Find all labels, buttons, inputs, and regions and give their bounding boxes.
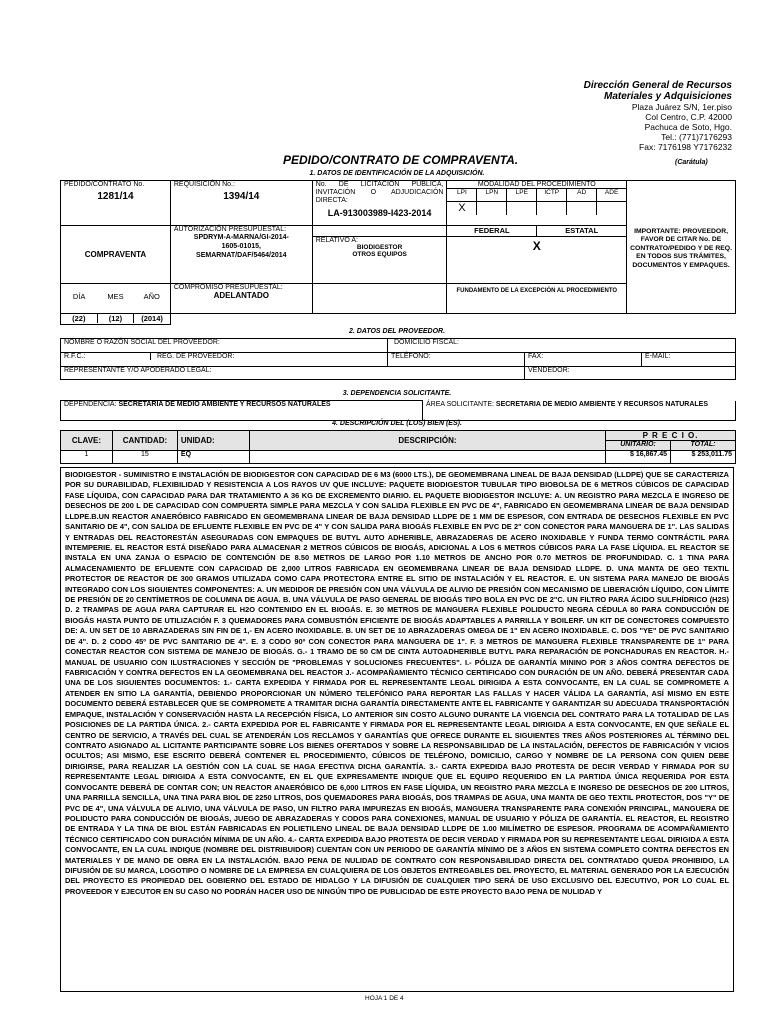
modalidad-lpn: LPN bbox=[477, 189, 507, 201]
table-row bbox=[61, 451, 736, 464]
nombre-label: NOMBRE O RAZÓN SOCIAL DEL PROVEEDOR: bbox=[61, 339, 388, 353]
row-unidad: EQ bbox=[177, 451, 249, 464]
fecha-values bbox=[61, 314, 171, 325]
dependencia-label: DEPENDENCIA: bbox=[64, 401, 117, 408]
row-clave: 1 bbox=[61, 451, 113, 464]
section-2-table bbox=[60, 338, 736, 380]
compromiso-value: ADELANTADO bbox=[213, 291, 269, 300]
item-description: BIODIGESTOR - SUMINISTRO E INSTALACIÓN DE BIODIGESTOR CON CAPACIDAD DE 6 M3 (6000 LTS.), DE GEOMEMBRANA LINEAL DE BAJA DENSIDAD (LLDPE) QUE SE CARACTERIZA POR SU DURABILIDAD, FLEXIBILIDAD Y RESISTENCIA A LOS RAYOS UV QUE INCLUYE: PAQUETE BIODIGESTOR TUBULAR TIPO BIOBOLSA DE 6 METROS CÚBICOS DE CAPACIDAD FASE LÍQUIDA, CON CAPACIDAD PARA DAR TRATAMIENTO A 36 KG DE EXCREMENTO DIARIO. EL PAQUETE BIODIGESTOR INCLUYE: A. UN REGISTRO PARA MEZCLA E INGRESO DE DESECHOS DE 200 L DE CAPACIDAD CON COMPUERTA SIMPLE PARA MEZCLA Y CON SALIDA FLEXIBLE EN PVC DE 4", FABRICADO EN GEOMEMBRANA LINEAR DE BAJA DENSIDAD LLDPE.B.UN REACTOR ANAERÓBICO FABRICADO EN GEOMEMBRANA LINEAR DE BAJA DENSIDAD LLDPE DE 1 MM DE ESPESOR, CON ENTRADA DE DESECHOS FLEXIBLE EN PVC SANITARIO DE 4", CON SALIDA DE EFLUENTE FLEXIBLE EN PVC DE 4" Y CON SALIDA PARA BIOGÁS FLEXIBLE EN PVC DE 2" CON CONECTOR PARA MANGUERA DE 1". LAS SALIDAS Y ENTRADAS DEL REACTORESTÁN ASEGURADAS CON EMPAQUES DE BUTYL AUTO ADHERIBLE, ABRAZADERAS DE ACERO INOXIDABLE Y FUNDA TERMO CONTRÁCTIL PARA INTEMPERIE. EL REACTOR ESTÁ DISEÑADO PARA ALMACENAR 2 METROS CÚBICOS DE BIOGÁS, ADICIONAL A LOS 6 METROS CÚBICOS PARA LA FASE LÍQUIDA. EL REACTOR SE INSTALA EN UNA ZANJA O ESPACIO DE CONTENCIÓN DE 8.50 METROS DE LARGO POR 1.10 METROS DE ANCHO POR 0.70 METROS DE PROFUNDIDAD. C. 1 TINA PARA ALMACENAMIENTO DE EFLUENTE CON CAPACIDAD DE 2,000 LITROS FABRICADA EN GEOMEMBRANA LINEAR DE BAJA DENSIDAD LLDPE. D. UNA MANTA DE GEO TEXTIL PROTECTOR DE REACTOR DE 300 GRAMOS UTILIZADA COMO CAPA PROTECTORA ENTRE EL SITIO DE INSTALACIÓN Y EL REACTOR. E. UN SISTEMA PARA MANEJO DE BIOGÁS INTEGRADO CON LOS SIGUIENTES COMPONENTES: A. UN MEDIDOR DE PRESIÓN CON UNA VÁLVULA DE ALIVIO DE PRESIÓN CON MECANISMO DE LIBERACIÓN LÍQUIDO, CON LÍMITE DE PRESIÓN DE 20 CENTÍMETROS DE COLUMNA DE AGUA. B. UNA VÁLVULA DE PASO GENERAL DE BIOGÁS TIPO BOLA EN PVC DE 2"C. UN FILTRO PARA ÁCIDO SULFHÍDRICO (H2S) D. 2 TRAMPAS DE AGUA PARA CAPTURAR EL H2O CONTENIDO EN EL BIOGÁS. E. 30 METROS DE MANGUERA FLEXIBLE POLIDUCTO NEGRA CÉDULA 80 PARA CONDUCCIÓN DE BIOGÁS HASTA PUNTO DE UTILIZACIÓN F. 3 QUEMADORES PARA COMBUSTIÓN EFICIENTE DE BIOGÁS ADAPTABLES A PARRILLA Y BOILERF. UN KIT DE CONECTORES COMPUESTO DE: A. UN SET DE 10 ABRAZADERAS SIN FIN DE 1,- EN ACERO INOXIDABLE. B. UN SET DE 10 ABRAZADERAS OMEGA DE 1" EN ACERO INOXIDABLE. C. DOS "YE" DE PVC SANITARIO DE 4". D. 2 CODO 45º DE PVC SANITARIO DE 4". E. 3 CODO 90º CON CONECTOR PARA MANGUERA DE 1". F. 3 METROS DE MANGUERA FLEXIBLE TRANSPARENTE DE 1" PARA CONECTAR REACTOR CON SISTEMA DE MANEJO DE BIOGÁS. G.- 1 TRAMO DE 50 CM DE CINTA AUTOADHERIBLE BUTYL PARA REPARACIÓN DE PONCHADURAS EN REACTOR. H.- MANUAL DE USUARIO CON ILUSTRACIONES Y SECCIÓN DE "PROBLEMAS Y SOLUCIONES FRECUENTES". I.- PÓLIZA DE GARANTÍA MININO POR 3 AÑOS CONTRA DEFECTOS DE FABRICACIÓN Y CONTRA DEFECTOS EN LA GEOMEMBRANA DEL REACTOR J.- ACOMPAÑAMIENTO TÉCNICO CERTIFICADO CON DURACIÓN DE UN AÑO. DEBERÁ PRESENTAR CADA UNA DE LOS SIGUIENTES DOCUMENTOS: 1.- CARTA EXPEDIDA Y FIRMADA POR EL REPRESENTANTE LEGAL DIRIGIDA A ESTA CONVOCANTE, EN LA CUAL SE COMPROMETE A ATENDER EN SITIO LA GARANTÍA, DEBIENDO PROPORCIONAR UN NÚMERO TELEFÓNICO PARA REPORTAR LAS FALLAS Y HACER VÁLIDA LA GARANTÍA, ASÍ MISMO EN ESTE DOCUMENTO DEBERÁ ESTABLECER QUE SE COMPROMETE A TRAMITAR DICHA GARANTÍA DIRECTAMENTE ANTE EL FABRICANTE Y GARANTIZAR SU ADECUADA TRANSPORTACIÓN EMPAQUE, INSTALACIÓN Y CONSERVACIÓN HASTA LA RECEPCIÓN FÍSICA, LO ANTERIOR SIN COSTO ALGUNO DURANTE LA VIGENCIA DEL CONTRATO PARA LA TOTALIDAD DE LAS POSICIONES DE LA PARTIDA ÚNICA. 2.- CARTA EXPEDIDA POR EL FABRICANTE Y FIRMADA POR EL REPRESENTANTE LEGAL DIRIGIDA A ESTA CONVOCANTE, EN QUE SEÑALE EL CENTRO DE SERVICIO, A TRAVÉS DEL CUAL SE ATENDERÁN LOS RECLAMOS Y GARANTÍAS QUE OFRECE DURANTE EL SIGUIENTES TRES AÑOS POSTERIORES AL TÉRMINO DEL CONTRATO ASIGNADO AL LICITANTE PARTICIPANTE SOBRE LOS BIENES OFERTADOS Y SOBRE LA RESPONSABILIDAD DE LA INSTALACIÓN, DEFECTOS DE FABRICACIÓN Y VICIOS OCULTOS; ASI MISMO, ESE ESCRITO DEBERÁ CONTENER EL PROCEDIMIENTO, CÚBICOS DE TELÉFONO, DOMICILIO, CARGO Y NOMBRE DE LA PERSONA CON QUIEN DEBE DIRIGIRSE, PARA REALIZAR LA GESTIÓN CON LA CUAL SE HAGA EFECTIVA DICHA GARANTÍA. 3.- CARTA EXPEDIDA BAJO PROTESTA DE DECIR VERDAD Y FIRMADA POR SU REPRESENTANTE LEGAL DIRIGIDA A ESTA CONVOCANTE, EN EL QUE EXPRESAMENTE INDIQUE QUE EL EQUIPO REQUERIDO EN LA PARTIDA ÚNICA REQUERIDA POR ESTA CONVOCANTE DEBERÁ DE CONTAR CON; UN REACTOR ANAERÓBICO DE 6,000 LITROS EN FASE LÍQUIDA, UN REGISTRO PARA MEZCLA E INGRESO DE DESECHOS DE 200 LITROS, UNA PARRILLA SENCILLA, UNA TINA PARA BIOL DE 2250 LITROS, DOS QUEMADORES PARA BIOGÁS, DOS TRAMPAS DE AGUA, UNA MANTA DE GEO TEXTIL PROTECTOR, DOS "Y" DE PVC DE 4", UNA VÁLVULA DE ALIVIO, UNA VÁLVULA DE PASO, UN FILTRO PARA IMPUREZAS EN BIOGÁS, MANGUERA TRANSPARENTE PARA CONEXIÓN PRINCIPAL, MANGUERA DE POLIDUCTO PARA CONDUCCIÓN DE BIOGÁS, JUEGO DE ABRAZADERAS Y CODOS PARA CONEXIONES, MANUAL DE USUARIO Y PÓLIZA DE GARANTÍA. EL REACTOR, EL REGISTRO DE ENTRADA Y LA TINA DE BIOL ESTÁN FABRICADAS EN POLIETILENO LINEAL DE BAJA DENSIDAD LLDPE DE 1.00 MILÍMETRO DE ESPESOR. PROGRAMA DE ACOMPAÑAMIENTO TÉCNICO CERTIFICADO CON DURACIÓN MÍNIMA DE UN AÑO. 4.- CARTA EXPEDIDA BAJO PROTESTA DE DECIR VERDAD Y FIRMADA POR SU REPRESENTANTE LEGAL DIRIGIDA A ESTA CONVOCANTE, EN LA CUAL INDIQUE (NOMBRE DEL DISTRIBUIDOR) CUENTAN CON UN PERIODO DE GARANTÍA MÍNIMO DE 3 AÑOS EN SISTEMA COMPLETO CONTRA DEFECTOS EN MATERIALES Y DE MANO DE OBRA EN LA INSTALACIÓN. BAJO PENA DE NULIDAD DE CONTRATO CON RESPONSABILIDAD DIRECTA DEL CONTRATADO QUEDA PROHIBIDO, LA DIFUSIÓN DE SU MARCA, LOGOTIPO O NOMBRE DE LA EMPRESA EN CUALQUIERA DE LOS OBJETOS ENTREGABLES DEL PROYECTO, EL MATERIAL GENERADO POR LA EJECUCIÓN DEL PROYECTO ES PROPIEDAD DEL GOBIERNO DEL ESTADO DE HIDALGO Y LA DIFUSIÓN DE CUALQUIER TIPO SERÁ DE USO EXCLUSIVO DEL EJECUTIVO, POR LO CUAL EL PROVEEDOR Y EJECUTOR EN SU CASO NO PODRÁN HACER USO DE NINGÚN TIPO DE PUBLICIDAD DE ESTE PROYECTO BAJO PENA DE NULIDAD Y bbox=[60, 467, 734, 992]
precio-header: P R E C I O. bbox=[606, 431, 736, 441]
licitacion-cell bbox=[312, 181, 447, 226]
compromiso-label: COMPROMISO PRESUPUESTAL: bbox=[173, 284, 283, 291]
area-cell bbox=[423, 401, 736, 421]
estatal-label: ESTATAL bbox=[565, 226, 599, 235]
section-3-table bbox=[60, 400, 736, 421]
dia-label: DÍA bbox=[72, 292, 86, 301]
address-line3: Pachuca de Soto, Hgo. bbox=[644, 122, 732, 132]
mes-value: (12) bbox=[98, 314, 135, 323]
relativo-value-1: BIODIGESTOR bbox=[356, 244, 403, 251]
document-title: PEDIDO/CONTRATO DE COMPRAVENTA. bbox=[283, 153, 519, 167]
domicilio-label: DOMICILIO FISCAL: bbox=[388, 339, 736, 353]
modalidad-marks bbox=[447, 202, 626, 215]
clave-header: CLAVE: bbox=[61, 431, 113, 451]
issuer-header bbox=[584, 80, 732, 152]
licitacion-number: LA-913003989-I423-2014 bbox=[327, 208, 432, 218]
pedido-cell bbox=[61, 181, 171, 226]
pedido-label: PEDIDO/CONTRATO No. bbox=[64, 181, 145, 188]
estatal-mark: X bbox=[532, 239, 541, 253]
modalidad-lpi: LPI bbox=[447, 189, 477, 201]
section-2-heading: 2. DATOS DEL PROVEEDOR. bbox=[348, 328, 446, 335]
representante-label: REPRESENTANTE Y/O APODERADO LEGAL: bbox=[61, 367, 525, 380]
telefono-label: TELÉFONO: bbox=[388, 353, 525, 367]
modalidad-columns bbox=[447, 189, 626, 202]
federal-label: FEDERAL bbox=[447, 226, 537, 236]
section-1-heading: 1. DATOS DE IDENTIFICACIÓN DE LA ADQUISICIÓN. bbox=[309, 170, 485, 177]
cantidad-header: CANTIDAD: bbox=[112, 431, 177, 451]
dependencia-value: SECRETARIA DE MEDIO AMBIENTE Y RECURSOS NATURALES bbox=[118, 401, 331, 408]
modalidad-lpe: LPE bbox=[507, 189, 537, 201]
modalidad-ade: ADE bbox=[604, 189, 619, 196]
email-label: E-MAIL: bbox=[642, 353, 736, 367]
fecha-cell bbox=[61, 284, 171, 314]
modalidad-label: MODALIDAD DEL PROCEDIMIENTO bbox=[447, 181, 626, 189]
org-name-line2: Materiales y Adquisiciones bbox=[603, 91, 732, 102]
row-cantidad: 15 bbox=[112, 451, 177, 464]
row-unitario: $ 16,867.45 bbox=[606, 451, 671, 464]
mes-label: MES bbox=[107, 292, 124, 301]
compromiso-cell bbox=[170, 284, 312, 314]
importante-note: IMPORTANTE: PROVEEDOR, FAVOR DE CITAR No. DE CONTRATO/PEDIDO Y DE REQ. EN TODOS SUS TRÁMITES, DOCUMENTOS Y EMPAQUES. bbox=[627, 181, 736, 314]
rfc-label: R.F.C.: bbox=[61, 353, 151, 360]
tipo-cell: COMPRAVENTA bbox=[61, 226, 171, 284]
relativo-cell bbox=[312, 226, 447, 284]
federal-estatal-cell bbox=[447, 226, 627, 284]
anio-label: AÑO bbox=[143, 292, 160, 301]
reg-proveedor-label: REG. DE PROVEEDOR: bbox=[157, 353, 235, 360]
section-4-heading: 4. DESCRIPCIÓN DEL (LOS) BIEN (ES). bbox=[332, 420, 462, 427]
autorizacion-value-1: SPDRYM-A-MARNA/GI-2014- bbox=[193, 234, 289, 241]
requisicion-number: 1394/14 bbox=[223, 191, 260, 202]
autorizacion-label: AUTORIZACIÓN PRESUPUESTAL: bbox=[173, 226, 287, 233]
phone: Tel.: (771)7176293 bbox=[661, 132, 732, 142]
unitario-header: UNITARIO: bbox=[606, 441, 671, 451]
requisicion-cell bbox=[170, 181, 312, 226]
row-total: $ 253,011.75 bbox=[671, 451, 736, 464]
total-header: TOTAL: bbox=[671, 441, 736, 451]
descripcion-header: DESCRIPCIÓN: bbox=[249, 431, 605, 451]
modalidad-cell bbox=[447, 181, 627, 226]
modalidad-lpi-mark: X bbox=[447, 202, 477, 215]
fax: Fax: 7176198 Y7176232 bbox=[639, 142, 732, 152]
section-3-heading: 3. DEPENDENCIA SOLICITANTE. bbox=[342, 390, 452, 397]
autorizacion-value-2: 1605-01015, bbox=[221, 243, 261, 250]
dia-value: (22) bbox=[61, 314, 98, 323]
autorizacion-cell bbox=[170, 226, 312, 284]
dependencia-cell bbox=[61, 401, 423, 421]
vendedor-label: VENDEDOR: bbox=[525, 367, 736, 380]
pedido-number: 1281/14 bbox=[97, 191, 134, 202]
area-label: ÁREA SOLICITANTE: bbox=[426, 400, 494, 408]
autorizacion-value-3: SEMARNAT/DAF/5464/2014 bbox=[196, 252, 287, 259]
area-value: SECRETARIA DE MEDIO AMBIENTE Y RECURSOS NATURALES bbox=[495, 400, 708, 408]
org-name-line1: Dirección General de Recursos bbox=[583, 80, 732, 91]
caratula-label: (Carátula) bbox=[675, 159, 708, 166]
items-table bbox=[60, 430, 736, 464]
fax-label: FAX: bbox=[525, 353, 642, 367]
requisicion-label: REQUISICIÓN No.: bbox=[173, 181, 235, 188]
fundamento-label: FUNDAMENTO DE LA EXCEPCIÓN AL PROCEDIMIENTO bbox=[447, 284, 627, 314]
page-number: HOJA 1 DE 4 bbox=[365, 995, 404, 1002]
anio-value: (2014) bbox=[141, 314, 163, 323]
licitacion-label: No. DE LICITACIÓN PÚBLICA, INVITACIÓN O ADJUDICACIÓN DIRECTA: bbox=[315, 181, 444, 204]
modalidad-ad: AD bbox=[567, 189, 597, 201]
section-1-table bbox=[60, 180, 736, 325]
rfc-reg-cell bbox=[61, 353, 388, 367]
address-line2: Col Centro, C.P. 42000 bbox=[645, 112, 732, 122]
relativo-label: RELATIVO A: bbox=[315, 237, 358, 244]
relativo-value-2: OTROS EQUIPOS bbox=[352, 251, 407, 258]
modalidad-ictp: ICTP bbox=[537, 189, 567, 201]
address-line1: Plaza Juárez S/N, 1er.piso bbox=[631, 102, 732, 112]
unidad-header: UNIDAD: bbox=[177, 431, 249, 451]
